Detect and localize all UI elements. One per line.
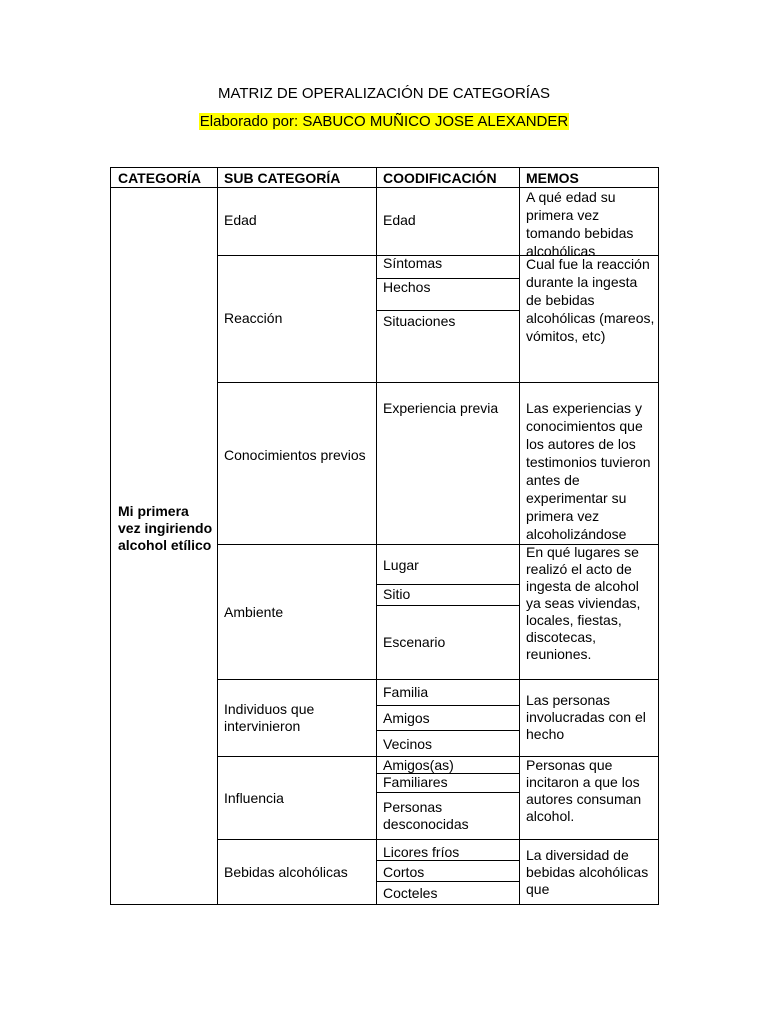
code-cortos: Cortos — [383, 864, 425, 880]
subcategory-individuos: Individuos que intervinieron — [224, 701, 315, 734]
author-highlight: Elaborado por: SABUCO MUÑICO JOSE ALEXANDER — [199, 113, 569, 130]
code-personas-desconocidas: Personas desconocidas — [383, 799, 469, 832]
code-amigos-as: Amigos(as) — [383, 757, 454, 773]
category-cell: Mi primera vez ingiriendo alcohol etílico — [118, 503, 213, 553]
code-lugar: Lugar — [383, 557, 419, 573]
operationalization-matrix — [110, 167, 659, 905]
code-experiencia-previa: Experiencia previa — [383, 400, 499, 416]
subcategory-bebidas: Bebidas alcohólicas — [224, 864, 348, 880]
memo-individuos: Las personas involucradas con el hecho — [526, 692, 646, 742]
memo-ambiente: En qué lugares se realizó el acto de ingesta de alcohol ya seas viviendas, locales, fiestas, discotecas, reuniones. — [526, 544, 641, 662]
subcategory-ambiente: Ambiente — [224, 604, 284, 620]
code-vecinos: Vecinos — [383, 736, 433, 752]
code-escenario: Escenario — [383, 634, 446, 650]
subcategory-influencia: Influencia — [224, 790, 284, 806]
code-licores-frios: Licores fríos — [383, 844, 460, 860]
header-subcategoria: SUB CATEGORÍA — [224, 170, 341, 186]
code-situaciones: Situaciones — [383, 313, 456, 329]
memo-bebidas: La diversidad de bebidas alcohólicas que — [526, 847, 649, 897]
header-categoria: CATEGORÍA — [118, 170, 201, 186]
code-familiares: Familiares — [383, 774, 448, 790]
code-cocteles: Cocteles — [383, 885, 438, 901]
code-edad: Edad — [383, 212, 416, 228]
code-amigos: Amigos — [383, 710, 430, 726]
header-memos: MEMOS — [526, 170, 579, 186]
page-title: MATRIZ DE OPERALIZACIÓN DE CATEGORÍAS — [218, 85, 550, 102]
memo-edad: A qué edad su primera vez tomando bebidas alcohólicas — [526, 189, 634, 259]
code-sintomas: Síntomas — [383, 255, 443, 271]
code-familia: Familia — [383, 684, 429, 700]
header-codificacion: COODIFICACIÓN — [383, 170, 497, 186]
subcategory-reaccion: Reacción — [224, 310, 283, 326]
memo-conocimientos: Las experiencias y conocimientos que los autores de los testimonios tuvieron antes de experimentar su primera vez alcoholizándose — [526, 400, 651, 542]
author-line — [0, 113, 768, 130]
memo-influencia: Personas que incitaron a que los autores consuman alcohol. — [526, 757, 642, 824]
subcategory-conocimientos: Conocimientos previos — [224, 447, 366, 463]
code-sitio: Sitio — [383, 586, 411, 602]
memo-reaccion: Cual fue la reacción durante la ingesta de bebidas alcohólicas (mareos, vómitos, etc) — [526, 256, 655, 344]
code-hechos: Hechos — [383, 279, 431, 295]
subcategory-edad: Edad — [224, 212, 257, 228]
